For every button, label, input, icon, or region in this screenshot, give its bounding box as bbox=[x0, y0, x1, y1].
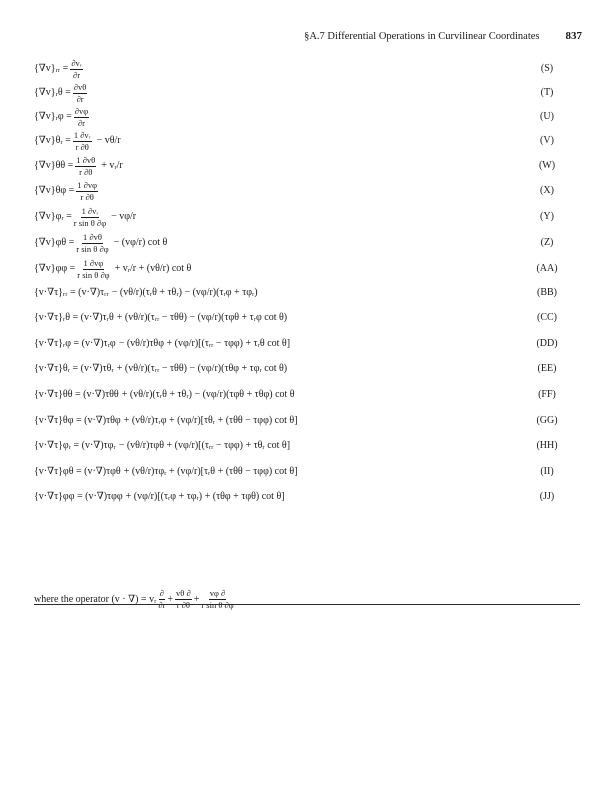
equation-row bbox=[34, 333, 290, 355]
frac-denominator: r sin θ ∂φ bbox=[76, 243, 109, 254]
equation-label: (EE) bbox=[537, 363, 557, 374]
equation-label: (FF) bbox=[538, 389, 556, 400]
equation-row bbox=[34, 206, 136, 228]
frac-numerator: vφ ∂ bbox=[209, 588, 226, 598]
equation-row bbox=[34, 232, 167, 254]
frac-numerator: 1 ∂vθ bbox=[76, 154, 96, 165]
frac-denominator: ∂r bbox=[76, 93, 84, 104]
frac-numerator: 1 ∂vφ bbox=[83, 257, 104, 268]
equation-rhs: − (vθ/r)τθφ + (vφ/r)[(τᵣᵣ − τφφ) + τᵣθ cot θ] bbox=[118, 338, 291, 349]
frac-numerator: ∂vφ bbox=[74, 105, 89, 116]
equation-label: (HH) bbox=[536, 440, 558, 451]
frac-denominator: ∂r bbox=[158, 599, 166, 610]
equation-fraction bbox=[74, 107, 89, 128]
equation-rhs: + (vθ/r)(τᵣᵣ − τθθ) − (vφ/r)(τφθ + τᵣφ cot θ) bbox=[116, 312, 288, 323]
equation-fraction bbox=[74, 207, 106, 228]
frac-denominator: r ∂θ bbox=[75, 141, 89, 152]
equation-row bbox=[34, 282, 258, 304]
operator-frac-1 bbox=[158, 589, 165, 610]
equation-row bbox=[34, 461, 298, 483]
equation-row bbox=[34, 384, 295, 406]
operator-plus: + bbox=[193, 593, 200, 605]
equation-row bbox=[34, 486, 285, 508]
equation-row bbox=[34, 410, 298, 432]
equation-rhs: − vθ/r bbox=[96, 135, 121, 146]
frac-denominator: r sin θ ∂φ bbox=[77, 269, 110, 280]
equation-fraction bbox=[73, 83, 88, 104]
frac-numerator: 1 ∂vθ bbox=[83, 231, 102, 242]
equation-rhs: + (vθ/r)(τᵣᵣ − τθθ) − (vφ/r)(τθφ + τφᵣ cot θ) bbox=[116, 363, 288, 374]
frac-denominator: ∂r bbox=[73, 69, 81, 80]
operator-plus: + bbox=[167, 593, 174, 605]
equation-lhs: {v·∇τ}θθ = (v·∇)τθθ bbox=[34, 389, 119, 400]
section-title: §A.7 Differential Operations in Curvilinear Coordinates bbox=[304, 31, 540, 42]
equation-label: (T) bbox=[540, 87, 554, 98]
equation-rhs: + (vθ/r)(τᵣθ + τθᵣ) − (vφ/r)(τφθ + τθφ) cot θ bbox=[121, 389, 295, 400]
frac-denominator: r sin θ ∂φ bbox=[201, 599, 234, 610]
equation-lhs: {∇v}θφ = bbox=[34, 185, 75, 196]
equation-fraction bbox=[75, 156, 96, 177]
equation-row bbox=[34, 180, 100, 202]
equation-rhs: − (vθ/r)τφθ + (vφ/r)[(τᵣᵣ − τφφ) + τθᵣ cot θ] bbox=[118, 440, 291, 451]
equation-row bbox=[34, 58, 85, 80]
equation-fraction bbox=[73, 131, 92, 152]
equation-fraction bbox=[77, 259, 109, 280]
equation-lhs: {∇v}ᵣθ = bbox=[34, 87, 71, 98]
page-number: 837 bbox=[565, 30, 582, 42]
frac-denominator: r sin θ ∂φ bbox=[73, 217, 107, 228]
equation-label: (GG) bbox=[536, 415, 558, 426]
equation-lhs: {∇v}φᵣ = bbox=[34, 211, 72, 222]
equation-rhs: + (vθ/r)τᵣφ + (vφ/r)[τθᵣ + (τθθ − τφφ) cot θ] bbox=[123, 415, 298, 426]
equation-lhs: {∇v}φφ = bbox=[34, 263, 76, 274]
equation-lhs: {v·∇τ}θᵣ = (v·∇)τθᵣ bbox=[34, 363, 114, 374]
frac-numerator: 1 ∂vᵣ bbox=[73, 129, 91, 140]
bottom-rule bbox=[34, 604, 580, 605]
equation-lhs: {v·∇τ}φᵣ = (v·∇)τφᵣ bbox=[34, 440, 116, 451]
frac-numerator: ∂vθ bbox=[73, 81, 87, 92]
equation-lhs: {∇v}θθ = bbox=[34, 160, 74, 171]
equation-rhs: − (vθ/r)(τᵣθ + τθᵣ) − (vφ/r)(τᵣφ + τφᵣ) bbox=[111, 287, 258, 298]
equation-label: (V) bbox=[540, 135, 554, 146]
equation-row bbox=[34, 130, 121, 152]
operator-frac-2 bbox=[175, 589, 192, 610]
frac-denominator: r ∂θ bbox=[176, 599, 190, 610]
equation-rhs: − (vφ/r) cot θ bbox=[113, 237, 168, 248]
equation-row bbox=[34, 258, 191, 280]
equation-lhs: {∇v}φθ = bbox=[34, 237, 75, 248]
equation-row bbox=[34, 358, 287, 380]
equation-label: (S) bbox=[540, 63, 554, 74]
equation-lhs: {v·∇τ}ᵣθ = (v·∇)τᵣθ bbox=[34, 312, 114, 323]
equation-label: (II) bbox=[540, 466, 554, 477]
equation-fraction bbox=[76, 233, 108, 254]
equation-rhs: + (vφ/r)[(τᵣφ + τφᵣ) + (τθφ + τφθ) cot θ] bbox=[125, 491, 285, 502]
equation-label: (Y) bbox=[540, 211, 554, 222]
frac-numerator: ∂ bbox=[159, 588, 164, 598]
equation-rhs: + (vθ/r)τφᵣ + (vφ/r)[τᵣθ + (τθθ − τφφ) cot θ] bbox=[123, 466, 298, 477]
equation-rhs: − vφ/r bbox=[111, 211, 137, 222]
equation-lhs: {∇v}ᵣᵣ = bbox=[34, 63, 69, 74]
equation-label: (U) bbox=[540, 111, 554, 122]
operator-definition bbox=[34, 589, 236, 610]
equation-label: (W) bbox=[538, 160, 556, 171]
frac-numerator: ∂vᵣ bbox=[71, 57, 82, 68]
equation-row bbox=[34, 155, 123, 177]
equation-row bbox=[34, 435, 290, 457]
equation-lhs: {v·∇τ}ᵣφ = (v·∇)τᵣφ bbox=[34, 338, 116, 349]
equation-fraction bbox=[76, 181, 98, 202]
equation-label: (JJ) bbox=[539, 491, 555, 502]
equation-lhs: {v·∇τ}φφ = (v·∇)τφφ bbox=[34, 491, 123, 502]
equation-row bbox=[34, 106, 91, 128]
equation-label: (X) bbox=[540, 185, 554, 196]
frac-denominator: r ∂θ bbox=[80, 191, 94, 202]
equation-lhs: {v·∇τ}φθ = (v·∇)τφθ bbox=[34, 466, 121, 477]
equation-rhs: + vᵣ/r bbox=[101, 160, 123, 171]
frac-numerator: 1 ∂vᵣ bbox=[81, 205, 99, 216]
frac-numerator: 1 ∂vφ bbox=[77, 179, 98, 190]
equation-label: (AA) bbox=[536, 263, 558, 274]
operator-frac-3 bbox=[201, 589, 233, 610]
frac-denominator: r ∂θ bbox=[79, 166, 93, 177]
equation-label: (DD) bbox=[536, 338, 558, 349]
equation-lhs: {v·∇τ}θφ = (v·∇)τθφ bbox=[34, 415, 121, 426]
frac-denominator: ∂r bbox=[77, 117, 85, 128]
equation-label: (Z) bbox=[540, 237, 554, 248]
equation-lhs: {v·∇τ}ᵣᵣ = (v·∇)τᵣᵣ bbox=[34, 287, 109, 298]
equation-lhs: {∇v}θᵣ = bbox=[34, 135, 71, 146]
equation-row bbox=[34, 82, 89, 104]
equation-label: (BB) bbox=[537, 287, 557, 298]
equation-fraction bbox=[70, 59, 82, 80]
equation-lhs: {∇v}ᵣφ = bbox=[34, 111, 72, 122]
equation-row bbox=[34, 307, 287, 329]
frac-numerator: vθ ∂ bbox=[176, 588, 191, 598]
equation-rhs: + vᵣ/r + (vθ/r) cot θ bbox=[114, 263, 192, 274]
equation-label: (CC) bbox=[537, 312, 557, 323]
operator-text: where the operator (v · ∇) = vᵣ bbox=[34, 593, 157, 605]
